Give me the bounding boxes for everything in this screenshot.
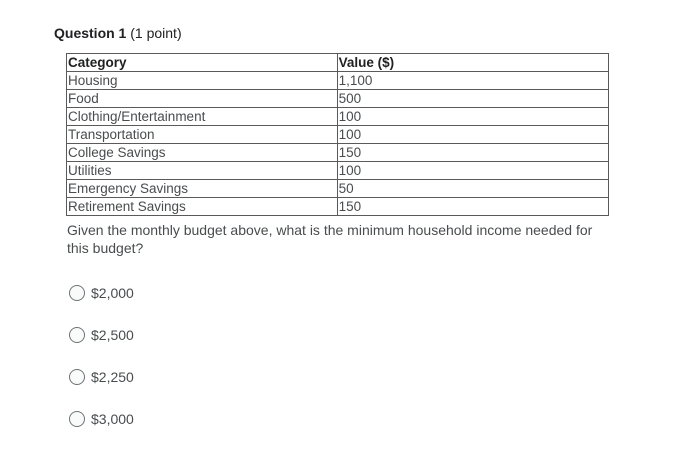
table-row — [67, 90, 609, 108]
category-cell: Clothing/Entertainment — [67, 108, 338, 126]
value-cell: 100 — [337, 126, 608, 144]
table-header-row — [67, 54, 609, 72]
table-row — [67, 126, 609, 144]
category-cell: Transportation — [67, 126, 338, 144]
answer-option-1[interactable] — [69, 283, 134, 303]
value-cell: 1,100 — [337, 72, 608, 90]
value-cell: 50 — [337, 180, 608, 198]
answer-option-4[interactable] — [69, 409, 134, 429]
question-title: Question 1 — [54, 25, 127, 41]
value-cell: 150 — [337, 144, 608, 162]
answer-option-2[interactable] — [69, 325, 134, 345]
category-cell: Housing — [67, 72, 338, 90]
answer-option-label[interactable]: $3,000 — [91, 411, 134, 427]
category-cell: Emergency Savings — [67, 180, 338, 198]
table-row — [67, 198, 609, 216]
column-header-value: Value ($) — [337, 54, 608, 72]
answer-option-label[interactable]: $2,000 — [91, 285, 134, 301]
question-header — [54, 24, 182, 42]
table-row — [67, 108, 609, 126]
radio-button[interactable] — [69, 369, 85, 385]
question-points: (1 point) — [130, 25, 182, 41]
value-cell: 100 — [337, 162, 608, 180]
category-cell: Food — [67, 90, 338, 108]
table-row — [67, 72, 609, 90]
answer-option-label[interactable]: $2,500 — [91, 327, 134, 343]
radio-button[interactable] — [69, 327, 85, 343]
column-header-category: Category — [67, 54, 338, 72]
radio-button[interactable] — [69, 411, 85, 427]
question-prompt: Given the monthly budget above, what is the minimum household income needed for this budget? — [67, 222, 593, 256]
budget-table — [66, 53, 609, 216]
table-row — [67, 162, 609, 180]
table-row — [67, 180, 609, 198]
answer-options — [69, 283, 134, 451]
category-cell: Retirement Savings — [67, 198, 338, 216]
category-cell: Utilities — [67, 162, 338, 180]
value-cell: 500 — [337, 90, 608, 108]
radio-button[interactable] — [69, 285, 85, 301]
answer-option-label[interactable]: $2,250 — [91, 369, 134, 385]
value-cell: 150 — [337, 198, 608, 216]
answer-option-3[interactable] — [69, 367, 134, 387]
table-row — [67, 144, 609, 162]
value-cell: 100 — [337, 108, 608, 126]
category-cell: College Savings — [67, 144, 338, 162]
